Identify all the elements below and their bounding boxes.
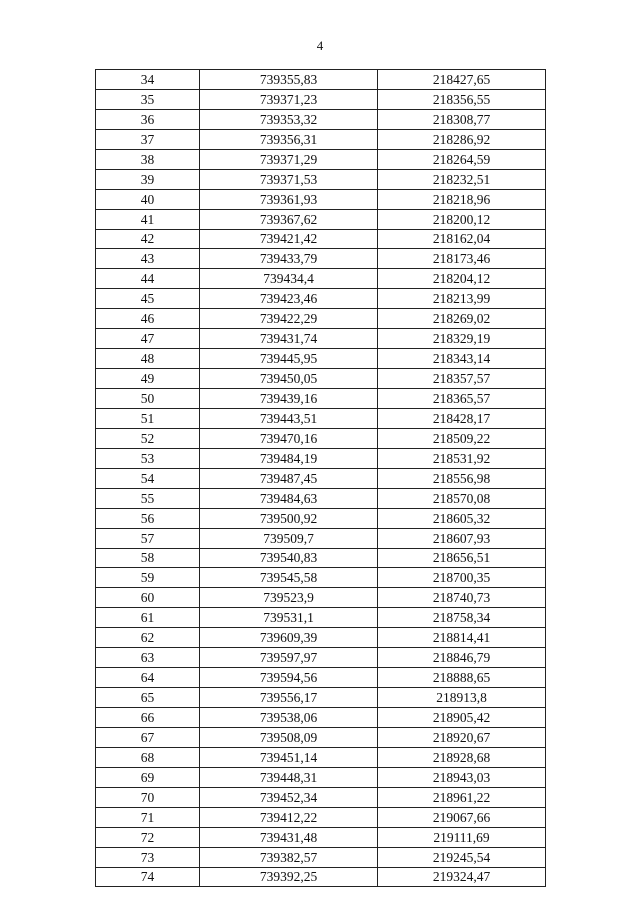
y-coordinate-cell: 219111,69 (378, 827, 546, 847)
y-coordinate-cell: 218356,55 (378, 89, 546, 109)
y-coordinate-cell: 218814,41 (378, 628, 546, 648)
y-coordinate-cell: 218427,65 (378, 70, 546, 90)
point-number-cell: 65 (96, 688, 200, 708)
table-row (96, 827, 546, 847)
x-coordinate-cell: 739450,05 (200, 369, 378, 389)
x-coordinate-cell: 739445,95 (200, 349, 378, 369)
x-coordinate-cell: 739540,83 (200, 548, 378, 568)
table-row (96, 289, 546, 309)
x-coordinate-cell: 739531,1 (200, 608, 378, 628)
point-number-cell: 74 (96, 867, 200, 887)
table-row (96, 528, 546, 548)
x-coordinate-cell: 739451,14 (200, 747, 378, 767)
point-number-cell: 70 (96, 787, 200, 807)
x-coordinate-cell: 739609,39 (200, 628, 378, 648)
table-row (96, 269, 546, 289)
point-number-cell: 49 (96, 369, 200, 389)
table-row (96, 727, 546, 747)
x-coordinate-cell: 739412,22 (200, 807, 378, 827)
table-row (96, 189, 546, 209)
x-coordinate-cell: 739597,97 (200, 648, 378, 668)
point-number-cell: 38 (96, 149, 200, 169)
table-row (96, 408, 546, 428)
page-number: 4 (316, 38, 324, 53)
y-coordinate-cell: 219067,66 (378, 807, 546, 827)
x-coordinate-cell: 739431,74 (200, 329, 378, 349)
table-row (96, 867, 546, 887)
x-coordinate-cell: 739431,48 (200, 827, 378, 847)
point-number-cell: 41 (96, 209, 200, 229)
table-row (96, 428, 546, 448)
y-coordinate-cell: 218269,02 (378, 309, 546, 329)
x-coordinate-cell: 739443,51 (200, 408, 378, 428)
point-number-cell: 40 (96, 189, 200, 209)
table-row (96, 309, 546, 329)
point-number-cell: 72 (96, 827, 200, 847)
y-coordinate-cell: 218605,32 (378, 508, 546, 528)
x-coordinate-cell: 739470,16 (200, 428, 378, 448)
y-coordinate-cell: 219245,54 (378, 847, 546, 867)
y-coordinate-cell: 218888,65 (378, 668, 546, 688)
coordinates-table-body (96, 70, 546, 887)
y-coordinate-cell: 218200,12 (378, 209, 546, 229)
x-coordinate-cell: 739508,09 (200, 727, 378, 747)
table-row (96, 787, 546, 807)
point-number-cell: 69 (96, 767, 200, 787)
table-row (96, 668, 546, 688)
x-coordinate-cell: 739594,56 (200, 668, 378, 688)
point-number-cell: 48 (96, 349, 200, 369)
x-coordinate-cell: 739509,7 (200, 528, 378, 548)
point-number-cell: 73 (96, 847, 200, 867)
table-row (96, 488, 546, 508)
point-number-cell: 36 (96, 109, 200, 129)
table-row (96, 568, 546, 588)
y-coordinate-cell: 218204,12 (378, 269, 546, 289)
point-number-cell: 59 (96, 568, 200, 588)
y-coordinate-cell: 218928,68 (378, 747, 546, 767)
x-coordinate-cell: 739448,31 (200, 767, 378, 787)
point-number-cell: 53 (96, 448, 200, 468)
table-row (96, 349, 546, 369)
x-coordinate-cell: 739371,53 (200, 169, 378, 189)
table-row (96, 847, 546, 867)
table-row (96, 70, 546, 90)
x-coordinate-cell: 739545,58 (200, 568, 378, 588)
y-coordinate-cell: 218531,92 (378, 448, 546, 468)
table-row (96, 468, 546, 488)
y-coordinate-cell: 218308,77 (378, 109, 546, 129)
point-number-cell: 62 (96, 628, 200, 648)
y-coordinate-cell: 218213,99 (378, 289, 546, 309)
table-row (96, 329, 546, 349)
point-number-cell: 34 (96, 70, 200, 90)
point-number-cell: 51 (96, 408, 200, 428)
x-coordinate-cell: 739422,29 (200, 309, 378, 329)
y-coordinate-cell: 218509,22 (378, 428, 546, 448)
x-coordinate-cell: 739523,9 (200, 588, 378, 608)
x-coordinate-cell: 739423,46 (200, 289, 378, 309)
y-coordinate-cell: 219324,47 (378, 867, 546, 887)
x-coordinate-cell: 739353,32 (200, 109, 378, 129)
table-row (96, 89, 546, 109)
table-row (96, 608, 546, 628)
x-coordinate-cell: 739500,92 (200, 508, 378, 528)
y-coordinate-cell: 218656,51 (378, 548, 546, 568)
table-row (96, 149, 546, 169)
point-number-cell: 52 (96, 428, 200, 448)
point-number-cell: 56 (96, 508, 200, 528)
point-number-cell: 71 (96, 807, 200, 827)
coordinates-table (95, 69, 546, 887)
x-coordinate-cell: 739421,42 (200, 229, 378, 249)
point-number-cell: 68 (96, 747, 200, 767)
point-number-cell: 66 (96, 708, 200, 728)
table-row (96, 648, 546, 668)
point-number-cell: 43 (96, 249, 200, 269)
point-number-cell: 61 (96, 608, 200, 628)
x-coordinate-cell: 739392,25 (200, 867, 378, 887)
y-coordinate-cell: 218428,17 (378, 408, 546, 428)
y-coordinate-cell: 218264,59 (378, 149, 546, 169)
x-coordinate-cell: 739484,63 (200, 488, 378, 508)
table-row (96, 369, 546, 389)
point-number-cell: 47 (96, 329, 200, 349)
y-coordinate-cell: 218162,04 (378, 229, 546, 249)
table-row (96, 688, 546, 708)
table-row (96, 249, 546, 269)
point-number-cell: 64 (96, 668, 200, 688)
y-coordinate-cell: 218961,22 (378, 787, 546, 807)
x-coordinate-cell: 739452,34 (200, 787, 378, 807)
x-coordinate-cell: 739487,45 (200, 468, 378, 488)
point-number-cell: 44 (96, 269, 200, 289)
point-number-cell: 45 (96, 289, 200, 309)
y-coordinate-cell: 218329,19 (378, 329, 546, 349)
y-coordinate-cell: 218357,57 (378, 369, 546, 389)
y-coordinate-cell: 218556,98 (378, 468, 546, 488)
point-number-cell: 39 (96, 169, 200, 189)
point-number-cell: 37 (96, 129, 200, 149)
x-coordinate-cell: 739439,16 (200, 389, 378, 409)
y-coordinate-cell: 218218,96 (378, 189, 546, 209)
x-coordinate-cell: 739434,4 (200, 269, 378, 289)
x-coordinate-cell: 739367,62 (200, 209, 378, 229)
table-row (96, 508, 546, 528)
table-row (96, 389, 546, 409)
table-row (96, 747, 546, 767)
y-coordinate-cell: 218232,51 (378, 169, 546, 189)
point-number-cell: 67 (96, 727, 200, 747)
point-number-cell: 60 (96, 588, 200, 608)
table-row (96, 448, 546, 468)
point-number-cell: 46 (96, 309, 200, 329)
y-coordinate-cell: 218920,67 (378, 727, 546, 747)
x-coordinate-cell: 739355,83 (200, 70, 378, 90)
x-coordinate-cell: 739371,23 (200, 89, 378, 109)
y-coordinate-cell: 218846,79 (378, 648, 546, 668)
y-coordinate-cell: 218740,73 (378, 588, 546, 608)
table-row (96, 767, 546, 787)
x-coordinate-cell: 739484,19 (200, 448, 378, 468)
y-coordinate-cell: 218607,93 (378, 528, 546, 548)
point-number-cell: 50 (96, 389, 200, 409)
x-coordinate-cell: 739356,31 (200, 129, 378, 149)
x-coordinate-cell: 739556,17 (200, 688, 378, 708)
table-row (96, 129, 546, 149)
y-coordinate-cell: 218905,42 (378, 708, 546, 728)
y-coordinate-cell: 218943,03 (378, 767, 546, 787)
y-coordinate-cell: 218173,46 (378, 249, 546, 269)
point-number-cell: 63 (96, 648, 200, 668)
table-row (96, 229, 546, 249)
table-row (96, 628, 546, 648)
table-row (96, 588, 546, 608)
point-number-cell: 35 (96, 89, 200, 109)
y-coordinate-cell: 218570,08 (378, 488, 546, 508)
point-number-cell: 54 (96, 468, 200, 488)
x-coordinate-cell: 739538,06 (200, 708, 378, 728)
x-coordinate-cell: 739382,57 (200, 847, 378, 867)
x-coordinate-cell: 739433,79 (200, 249, 378, 269)
y-coordinate-cell: 218365,57 (378, 389, 546, 409)
point-number-cell: 55 (96, 488, 200, 508)
table-row (96, 807, 546, 827)
y-coordinate-cell: 218343,14 (378, 349, 546, 369)
table-row (96, 209, 546, 229)
table-row (96, 169, 546, 189)
table-row (96, 708, 546, 728)
y-coordinate-cell: 218758,34 (378, 608, 546, 628)
table-row (96, 548, 546, 568)
point-number-cell: 58 (96, 548, 200, 568)
y-coordinate-cell: 218286,92 (378, 129, 546, 149)
y-coordinate-cell: 218700,35 (378, 568, 546, 588)
x-coordinate-cell: 739361,93 (200, 189, 378, 209)
point-number-cell: 42 (96, 229, 200, 249)
point-number-cell: 57 (96, 528, 200, 548)
x-coordinate-cell: 739371,29 (200, 149, 378, 169)
table-row (96, 109, 546, 129)
y-coordinate-cell: 218913,8 (378, 688, 546, 708)
